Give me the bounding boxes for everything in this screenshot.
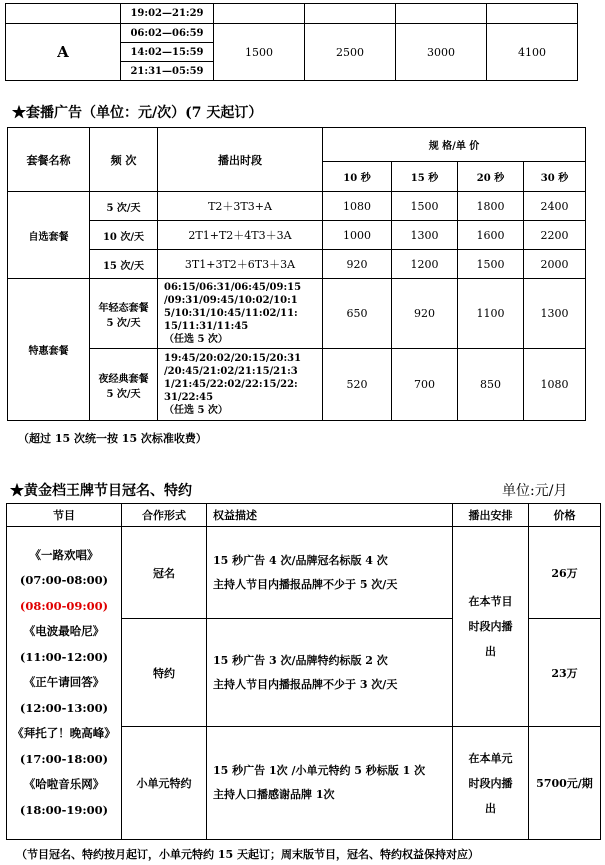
time-cell: 21:31—05:59	[121, 62, 214, 81]
price-cell: 2000	[524, 250, 586, 279]
price-cell: 1080	[323, 192, 392, 221]
price-cell: 5700元/期	[529, 727, 601, 840]
program-item: 《拜托了！晚高峰》	[12, 726, 116, 741]
period-cell: 2T1+T2＋4T3＋3A	[158, 221, 323, 250]
gold-table	[6, 503, 601, 840]
price-cell: 1800	[458, 192, 524, 221]
price-cell: 4100	[487, 24, 578, 81]
gold-note: （节目冠名、特约按月起订，小单元特约 15 天起订；周末版节目，冠名、特约权益保持对应）	[16, 848, 479, 861]
top-price-table	[5, 3, 578, 81]
time-cell: 19:02—21:29	[121, 4, 214, 24]
rights-cell: 15 秒广告 1次 /小单元特约 5 秒标版 1 次 主持人口播感谢品牌 1次	[207, 727, 453, 840]
program-item: 《哈啦音乐网》	[23, 777, 105, 792]
period-cell: 3T1+3T2＋6T3＋3A	[158, 250, 323, 279]
frequency-cell: 年轻态套餐 5 次/天	[90, 279, 158, 349]
time-cell: 14:02—15:59	[121, 43, 214, 62]
frequency-cell: 10 次/天	[90, 221, 158, 250]
program-item: (11:00-12:00)	[19, 649, 109, 664]
header-rights: 权益描述	[207, 504, 453, 527]
price-cell: 650	[323, 279, 392, 349]
frequency-cell: 夜经典套餐 5 次/天	[90, 349, 158, 421]
header-schedule: 播出安排	[453, 504, 529, 527]
header-package-name: 套餐名称	[8, 128, 90, 192]
program-item: (08:00-09:00)	[19, 598, 109, 613]
price-cell: 920	[392, 279, 458, 349]
header-duration: 15 秒	[392, 162, 458, 192]
program-item: 《一路欢唱》	[29, 547, 99, 562]
price-cell: 1300	[524, 279, 586, 349]
price-cell: 1600	[458, 221, 524, 250]
header-duration: 10 秒	[323, 162, 392, 192]
package-note: （超过 15 次统一按 15 次标准收费）	[18, 432, 207, 445]
price-cell: 1500	[392, 192, 458, 221]
form-cell: 特约	[122, 619, 207, 727]
program-item: (17:00-18:00)	[19, 751, 109, 766]
price-cell: 2200	[524, 221, 586, 250]
price-cell: 920	[323, 250, 392, 279]
price-cell: 1500	[214, 24, 305, 81]
rights-cell: 15 秒广告 3 次/品牌特约标版 2 次 主持人节目内播报品牌不少于 3 次/天	[207, 619, 453, 727]
self-select-package: 自选套餐	[8, 192, 90, 279]
row-a-label: A	[6, 24, 121, 81]
price-cell: 700	[392, 349, 458, 421]
package-table	[7, 127, 586, 421]
header-program: 节目	[7, 504, 122, 527]
form-cell: 小单元特约	[122, 727, 207, 840]
program-item: (12:00-13:00)	[19, 700, 109, 715]
program-item: 《正午请回答》	[23, 675, 105, 690]
gold-unit: 单位:元/月	[502, 483, 568, 499]
price-cell: 1080	[524, 349, 586, 421]
period-cell: T2＋3T3+A	[158, 192, 323, 221]
price-cell: 1300	[392, 221, 458, 250]
special-package: 特惠套餐	[8, 279, 90, 421]
price-cell: 850	[458, 349, 524, 421]
price-cell: 2500	[305, 24, 396, 81]
header-frequency: 频 次	[90, 128, 158, 192]
gold-heading: ★黄金档王牌节目冠名、特约	[10, 483, 192, 499]
program-item: (07:00-08:00)	[19, 573, 109, 588]
price-cell: 1500	[458, 250, 524, 279]
header-duration: 20 秒	[458, 162, 524, 192]
price-cell: 1200	[392, 250, 458, 279]
rights-cell: 15 秒广告 4 次/品牌冠名标版 4 次 主持人节目内播报品牌不少于 5 次/天	[207, 527, 453, 619]
header-duration: 30 秒	[524, 162, 586, 192]
price-cell: 520	[323, 349, 392, 421]
price-cell: 23万	[529, 619, 601, 727]
period-cell: 06:15/06:31/06:45/09:15 /09:31/09:45/10:02/10:1 5/10:31/10:45/11:02/11: 15/11:31/11:45 （任选 5 次）	[158, 279, 323, 349]
time-cell: 06:02—06:59	[121, 24, 214, 43]
program-list	[7, 527, 122, 840]
form-cell: 冠名	[122, 527, 207, 619]
program-item: (18:00-19:00)	[19, 802, 109, 817]
frequency-cell: 5 次/天	[90, 192, 158, 221]
price-cell: 1100	[458, 279, 524, 349]
price-cell: 2400	[524, 192, 586, 221]
program-item: 《电波最哈尼》	[23, 624, 105, 639]
schedule-cell: 在本单元 时段内播 出	[453, 727, 529, 840]
package-heading: ★套播广告（单位：元/次）(7 天起订）	[12, 105, 263, 121]
price-cell: 26万	[529, 527, 601, 619]
header-price: 价格	[529, 504, 601, 527]
frequency-cell: 15 次/天	[90, 250, 158, 279]
period-cell: 19:45/20:02/20:15/20:31 /20:45/21:02/21:15/21:3 1/21:45/22:02/22:15/22: 31/22:45 （任选 5 次）	[158, 349, 323, 421]
header-period: 播出时段	[158, 128, 323, 192]
price-cell: 1000	[323, 221, 392, 250]
schedule-cell: 在本节目 时段内播 出	[453, 527, 529, 727]
price-cell: 3000	[396, 24, 487, 81]
header-spec: 规 格/单 价	[323, 128, 586, 162]
header-form: 合作形式	[122, 504, 207, 527]
